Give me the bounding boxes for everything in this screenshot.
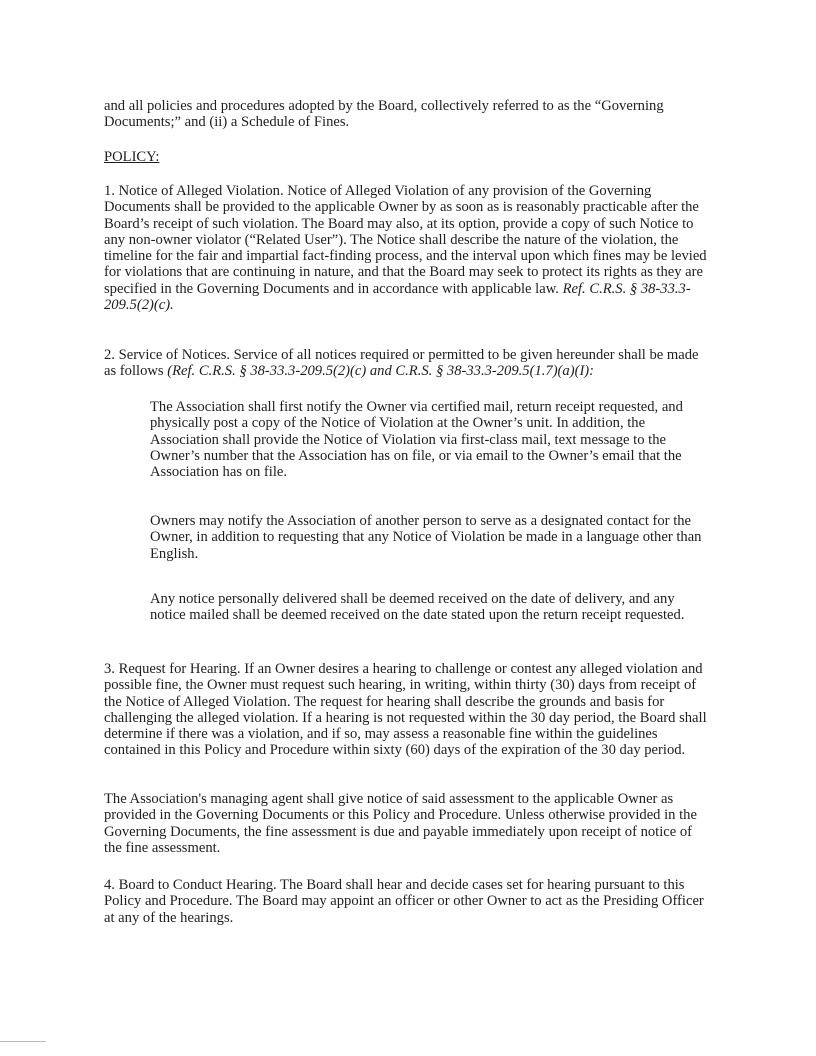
section-4-paragraph: 4. Board to Conduct Hearing. The Board shall hear and decide cases set for hearing pursuant to this Policy and Procedure. The Board may appoint an officer or other Owner to act as the Presiding Officer at any of the hearings. [104,877,704,926]
section-2-sub-paragraph-3: Any notice personally delivered shall be deemed received on the date of delivery, and any notice mailed shall be deemed received on the date stated upon the return receipt requested. [150,591,685,624]
intro-paragraph: and all policies and procedures adopted by the Board, collectively referred to as the “Governing Documents;” and (ii) a Schedule of Fines. [104,98,664,131]
section-2-citation: (Ref. C.R.S. § 38-33.3-209.5(2)(c) and C.R.S. § 38-33.3-209.5(1.7)(a)(I): [167,363,595,380]
scan-edge-mark [0,1041,46,1042]
policy-heading: POLICY: [104,149,160,165]
section-2-text: 2. Service of Notices. Service of all notices required or permitted to be given hereunder shall be made as follows [104,347,699,380]
section-1-text: 1. Notice of Alleged Violation. Notice of Alleged Violation of any provision of the Governing Documents shall be provided to the applicable Owner by as soon as is reasonably practicable after the Board’s receipt of such violation. The Board may also, at its option, provide a copy of such Notice to any non-owner violator (“Related User”). The Notice shall describe the nature of the violation, the timeline for the fair and impartial fact-finding process, and the interval upon which fines may be levied for violations that are continuing in nature, and that the Board may seek to protect its rights as they are specified in the Governing Documents and in accordance with applicable law. [104,183,707,297]
section-1-citation: Ref. C.R.S. § 38-33.3-209.5(2)(c). [104,280,691,314]
section-2-paragraph [104,347,708,380]
section-3-paragraph: 3. Request for Hearing. If an Owner desires a hearing to challenge or contest any alleged violation and possible fine, the Owner must request such hearing, in writing, within thirty (30) days from receipt of the Notice of Alleged Violation. The request for hearing shall describe the grounds and basis for challenging the alleged violation. If a hearing is not requested within the 30 day period, the Board shall determine if there was a violation, and if so, may assess a reasonable fine within the guidelines contained in this Policy and Procedure within sixty (60) days of the expiration of the 30 day period. [104,661,707,759]
section-3-paragraph-2: The Association's managing agent shall give notice of said assessment to the applicable Owner as provided in the Governing Documents or this Policy and Procedure. Unless otherwise provided in the Governing Documents, the fine assessment is due and payable immediately upon receipt of notice of the fine assessment. [104,791,697,856]
section-2-sub-paragraph-1: The Association shall first notify the Owner via certified mail, return receipt requested, and physically post a copy of the Notice of Violation at the Owner’s unit. In addition, the Association shall provide the Notice of Violation via first-class mail, text message to the Owner’s number that the Association has on file, or via email to the Owner’s email that the Association has on file. [150,399,683,481]
section-2-sub-paragraph-2: Owners may notify the Association of another person to serve as a designated contact for the Owner, in addition to requesting that any Notice of Violation be made in a language other than English. [150,513,702,562]
section-1-paragraph [104,183,708,313]
